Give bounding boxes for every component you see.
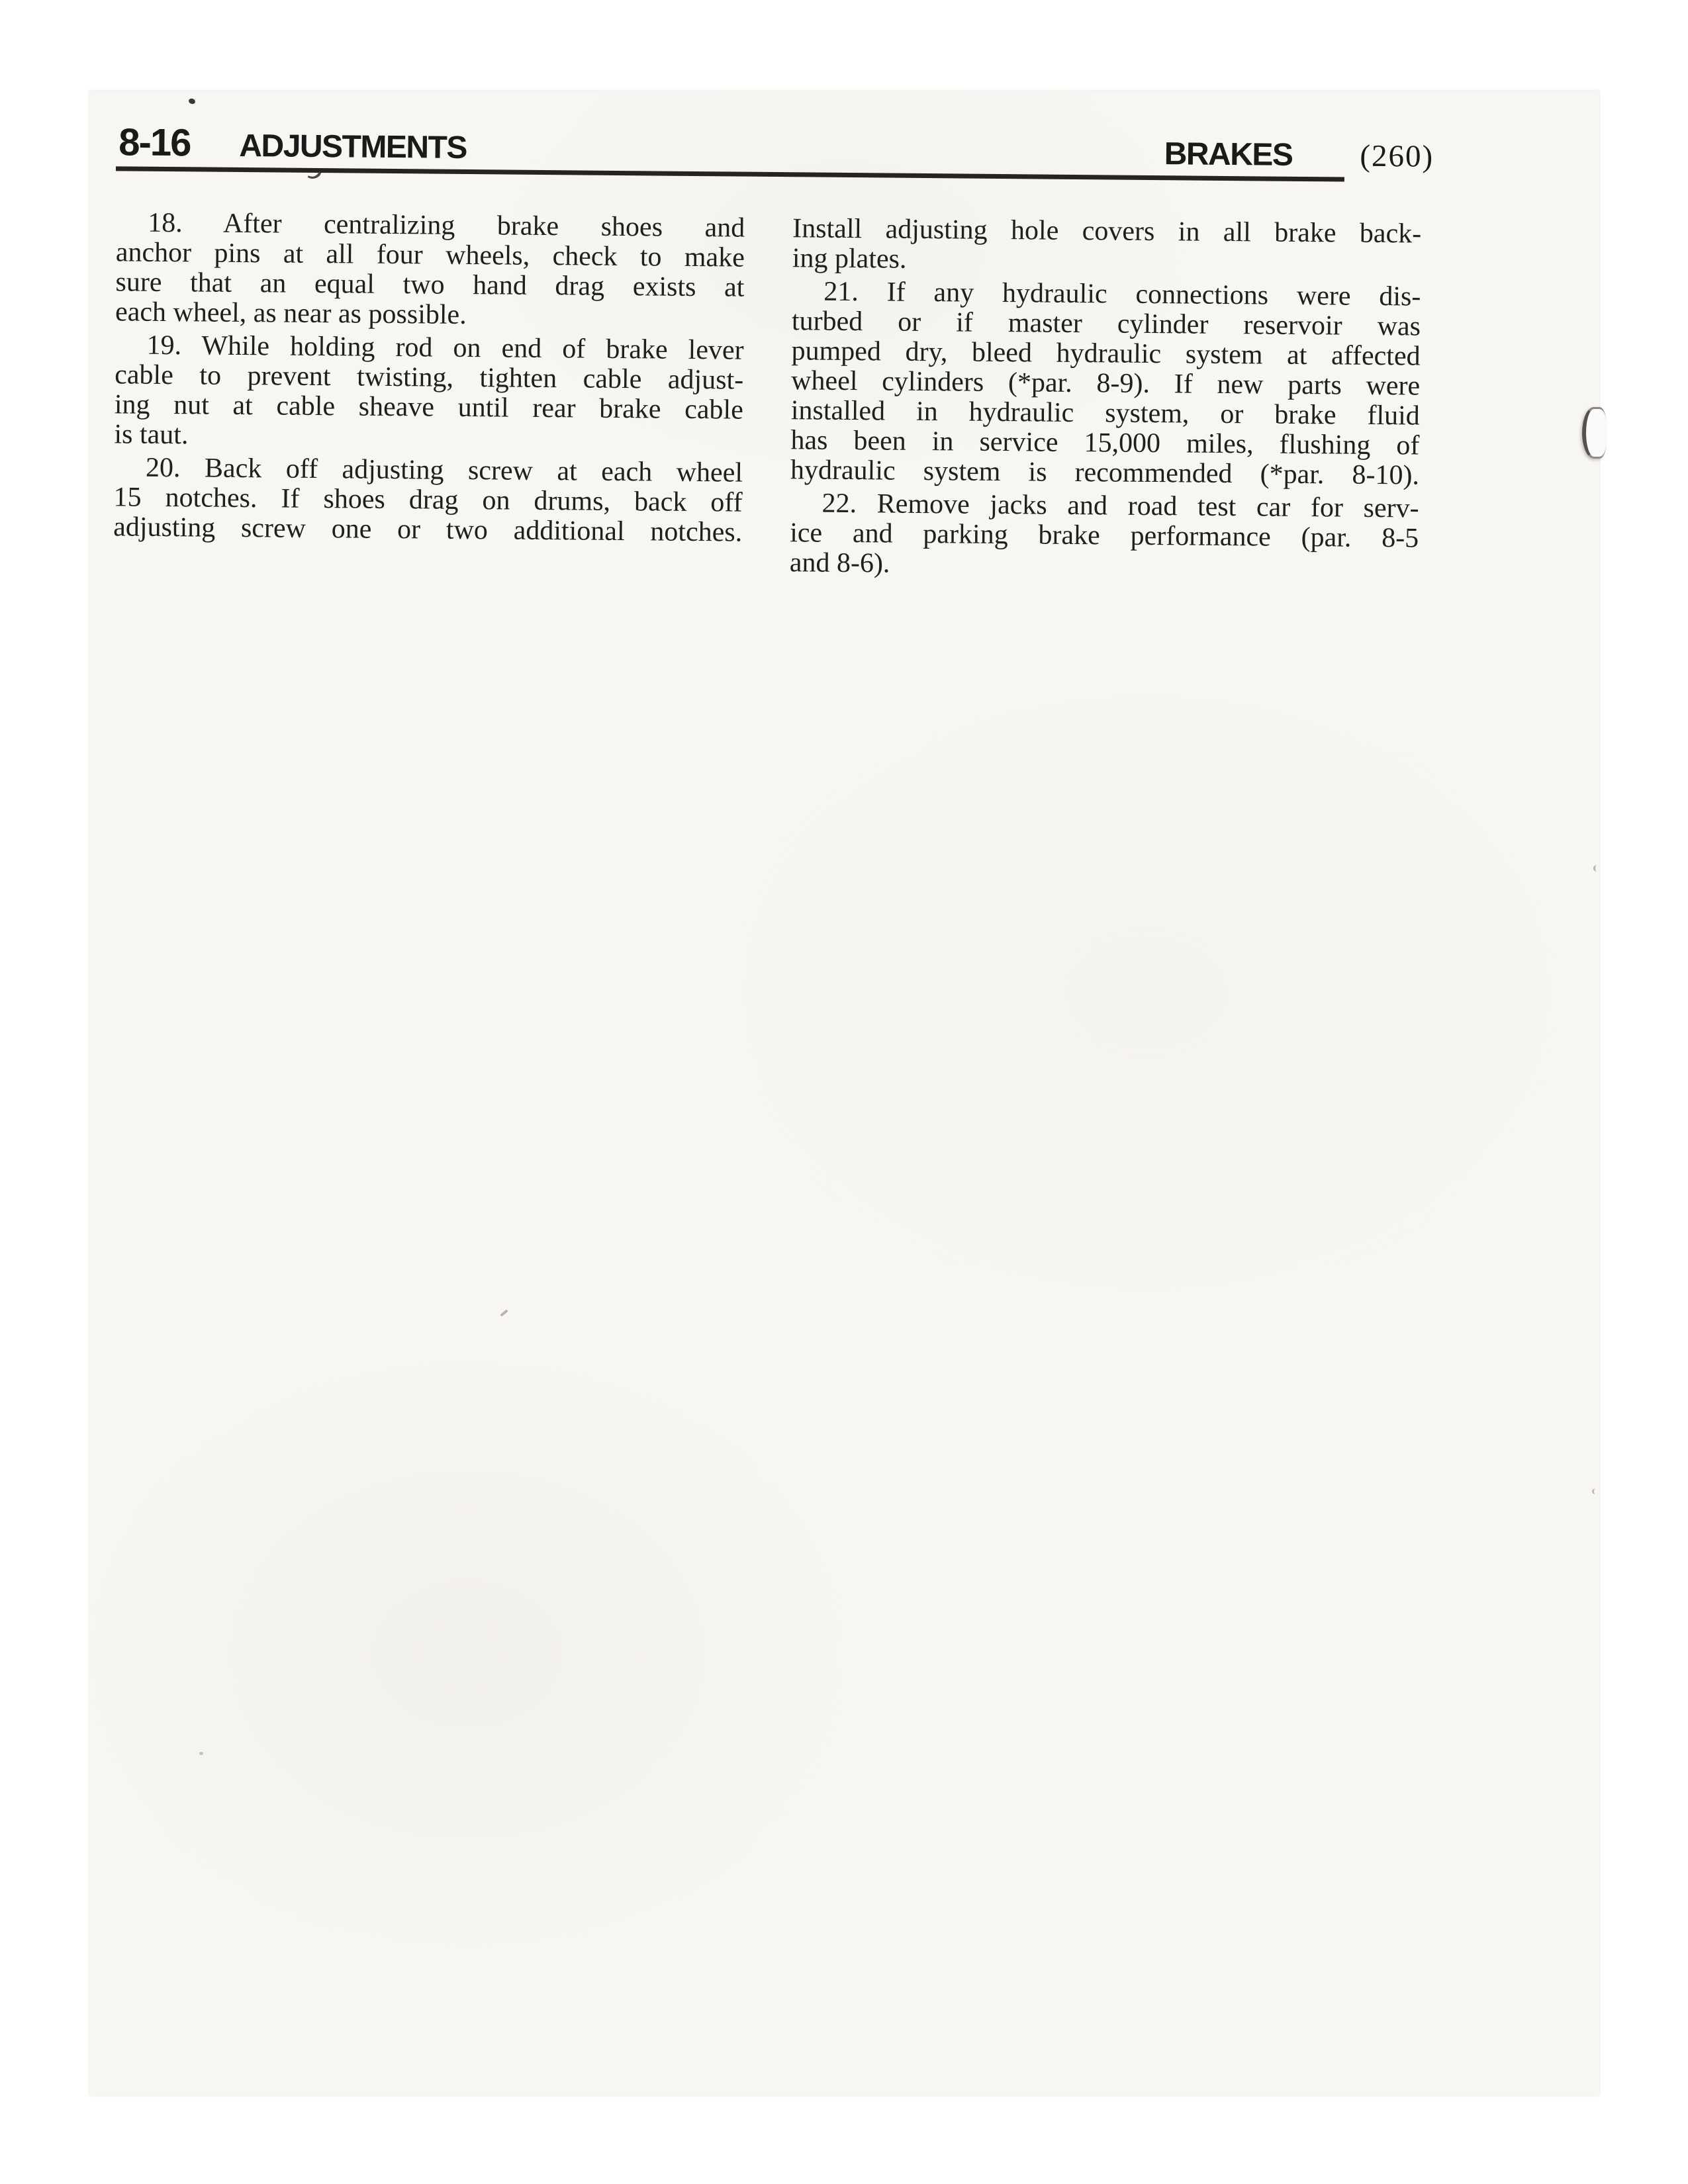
text-line: turbed or if master cylinder reservoir was <box>791 306 1421 342</box>
text-line: adjusting screw one or two additional notches. <box>113 512 743 548</box>
text-line: each wheel, as near as possible. <box>115 296 467 330</box>
text-line: ice and parking brake performance (par. 8-5 <box>790 518 1419 554</box>
header-left-group <box>118 122 467 168</box>
section-title-brakes: BRAKES <box>1164 136 1293 173</box>
text-line: installed in hydraulic system, or brake fluid <box>790 395 1420 432</box>
text-line: Install adjusting hole covers in all brake back- <box>792 213 1422 250</box>
paragraph <box>115 208 745 332</box>
header-right-group <box>1164 134 1434 177</box>
text-line: 18. After centralizing brake shoes and <box>148 207 745 244</box>
paragraph <box>792 214 1422 279</box>
text-column-right <box>790 214 1422 583</box>
text-line: anchor pins at all four wheels, check to make <box>115 237 745 273</box>
text-line: is taut. <box>114 419 189 451</box>
text-line: wheel cylinders (*par. 8-9). If new parts were <box>791 365 1421 402</box>
paragraph <box>114 330 744 455</box>
text-line: 19. While holding rod on end of brake lever <box>146 330 744 366</box>
text-line: has been in service 15,000 miles, flushing of <box>790 425 1420 461</box>
text-line: pumped dry, bleed hydraulic system at affected <box>791 336 1421 372</box>
text-columns <box>113 208 1422 583</box>
text-line: 20. Back off adjusting screw at each wheel <box>145 452 743 488</box>
section-title-adjustments: ADJUSTMENTS <box>239 128 467 165</box>
printed-content <box>72 91 1599 2109</box>
text-line: ing plates. <box>792 243 907 275</box>
scan-artifact-edge-mark <box>1592 1488 1599 1494</box>
text-line: cable to prevent twisting, tighten cable adjust- <box>115 359 744 396</box>
text-line: sure that an equal two hand drag exists at <box>115 267 745 303</box>
paragraph <box>113 453 743 547</box>
text-line: and 8-6). <box>789 547 890 579</box>
text-line: 22. Remove jacks and road test car for serv- <box>821 488 1419 524</box>
scan-artifact-edge-mark <box>1593 865 1601 872</box>
manual-page <box>89 91 1599 2095</box>
text-line: ing nut at cable sheave until rear brake cable <box>114 389 744 426</box>
text-line: 15 notches. If shoes drag on drums, back off <box>113 482 743 518</box>
page-number: 8-16 <box>118 120 191 165</box>
text-line: 21. If any hydraulic connections were dis- <box>823 276 1421 312</box>
text-column-left <box>113 208 745 577</box>
page-reference-number: (260) <box>1360 138 1434 174</box>
paragraph <box>790 277 1421 490</box>
text-line: hydraulic system is recommended (*par. 8-10). <box>790 455 1420 491</box>
paragraph <box>790 488 1419 583</box>
